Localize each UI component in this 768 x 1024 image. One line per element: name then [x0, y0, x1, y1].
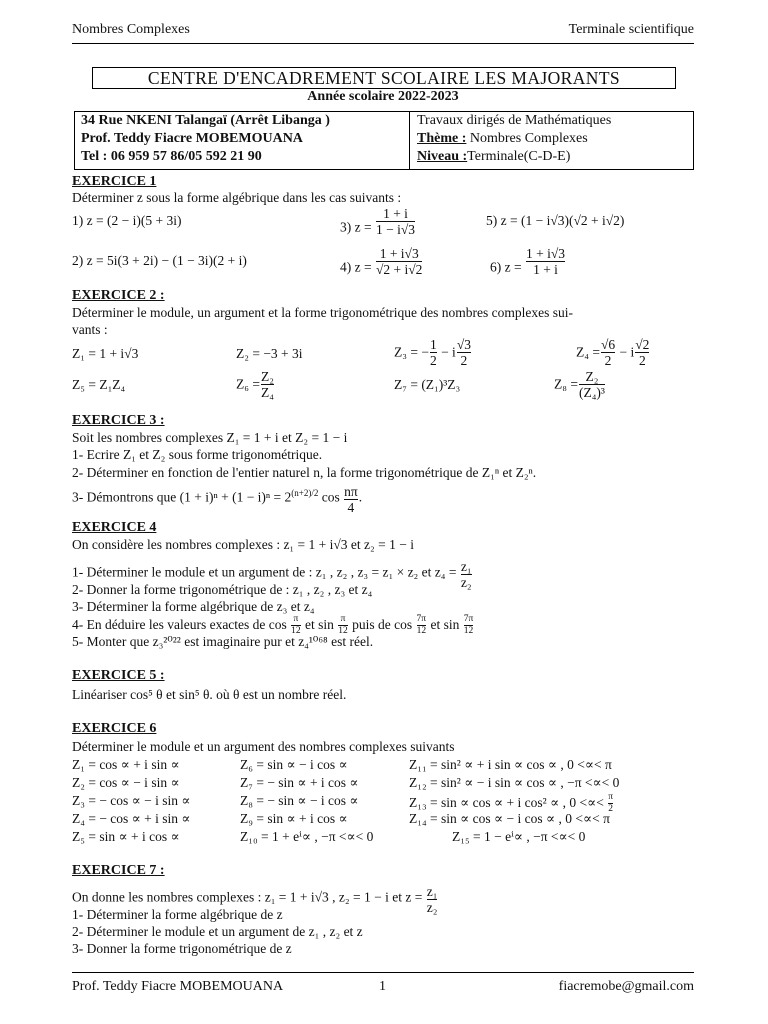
ex2-title: EXERCICE 2 : [72, 288, 165, 303]
ex2-z6: Z₆ = $\frac{\text{Z₂}}{\text{Z₄}}$ [236, 369, 274, 401]
ex1-item-4: 4) z = $\frac{1 + i√3}{√2 + i√2}$ [340, 246, 423, 278]
ex2-z8: Z₈ = $\frac{\text{Z₂}}{\text{(Z₄)³}}$ [554, 369, 605, 401]
ex6-z5: Z₅ = sin ∝ + i cos ∝ [72, 829, 180, 844]
ex2-line-2: vants : [72, 322, 108, 337]
header-rule [72, 43, 694, 44]
theme-value: Nombres Complexes [466, 131, 588, 146]
ex6-z1: Z₁ = cos ∝ + i sin ∝ [72, 757, 180, 772]
ex4-line-3: 2- Donner la forme trigonométrique de : z₁ , z₂ , z₃ et z₄ [72, 582, 373, 597]
ex6-z6: Z₆ = sin ∝ − i cos ∝ [240, 757, 348, 772]
running-header-left: Nombres Complexes [72, 22, 190, 37]
ex6-z15: Z₁₅ = 1 − eⁱ∝ , −π <∝< 0 [452, 829, 586, 844]
ex3-line-3: 2- Déterminer en fonction de l'entier naturel n, la forme trigonométrique de Z₁ⁿ et Z₂ⁿ. [72, 465, 537, 480]
footer-author: Prof. Teddy Fiacre MOBEMOUANA [72, 979, 284, 994]
ex5-line: Linéariser cos⁵ θ et sin⁵ θ. où θ est un nombre réel. [72, 687, 347, 702]
ex6-title: EXERCICE 6 [72, 721, 157, 736]
ex4-line-2: 1- Déterminer le module et un argument de : z₁ , z₂ , z₃ = z₁ × z₂ et z₄ = $\frac{\text{z₁}}{\text{z₂}}$ [72, 559, 472, 591]
footer-rule [72, 972, 694, 973]
ex1-item-6: 6) z = $\frac{1 + i√3}{1 + i}$ [490, 246, 566, 278]
ex7-line-3: 2- Déterminer le module et un argument de z₁ , z₂ et z [72, 924, 363, 939]
ex2-z7: Z₇ = (Z₁)³Z₃ [394, 377, 461, 392]
ex2-z3: Z₃ = − $\frac{1}{2}$ − i $\frac{√3}{2}$ [394, 337, 471, 369]
info-box-divider [409, 112, 410, 169]
ex4-line-4: 3- Déterminer la forme algébrique de z₃ et z₄ [72, 599, 315, 614]
ex2-z5: Z₅ = Z₁Z₄ [72, 377, 126, 392]
ex7-line-1: On donne les nombres complexes : z₁ = 1 + i√3 , z₂ = 1 − i et z = $\frac{\text{z₁}}{\text{z₂}}$ [72, 884, 438, 916]
ex6-z14: Z₁₄ = sin ∝ cos ∝ − i cos ∝ , 0 <∝< π [409, 811, 610, 826]
ex1-item-6-fraction: $\frac{1 + i√3}{1 + i}$ [525, 246, 566, 278]
ex4-line-6: 5- Monter que z₃²⁰²² est imaginaire pur et z₄¹⁰⁶⁸ est réel. [72, 634, 374, 649]
ex2-z2: Z₂ = −3 + 3i [236, 346, 303, 361]
ex7-line-4: 3- Donner la forme trigonométrique de z [72, 941, 292, 956]
ex4-line-5: 4- En déduire les valeurs exactes de cos $\frac{\pi}{12}$ et sin $\frac{\pi}{12}$ puis de cos $\frac{7\pi}{12}$ et sin $\frac{7\pi}{12}$ [72, 614, 474, 636]
theme-line [417, 131, 588, 147]
niveau-value: Terminale(C-D-E) [467, 149, 571, 164]
footer-email: fiacremobe@gmail.com [558, 979, 694, 994]
ex1-title: EXERCICE 1 [72, 174, 157, 189]
ex6-z11: Z₁₁ = sin² ∝ + i sin ∝ cos ∝ , 0 <∝< π [409, 757, 612, 772]
document-title: CENTRE D'ENCADREMENT SCOLAIRE LES MAJORANTS [92, 67, 676, 89]
ex6-z2: Z₂ = cos ∝ − i sin ∝ [72, 775, 180, 790]
ex6-z13: Z₁₃ = sin ∝ cos ∝ + i cos² ∝ , 0 <∝< $\frac{\pi}{2}$ [409, 792, 613, 814]
ex1-item-3: 3) z = $\frac{1 + i}{1 - i√3}$ [340, 206, 416, 238]
niveau-label: Niveau : [417, 149, 468, 164]
ex7-line-2: 1- Déterminer la forme algébrique de z [72, 907, 283, 922]
ex3-line-4: 3- Démontrons que $(1 + i)^n + (1 - i)^n = 2^{(n+2)/2}$ cos $\frac{n\pi}{4}$ . [72, 484, 363, 516]
running-header-right: Terminale scientifique [568, 22, 694, 37]
telephone: Tel : 06 959 57 86/05 592 21 90 [81, 149, 262, 164]
theme-label: Thème : [417, 131, 467, 146]
ex4-line-1: On considère les nombres complexes : z₁ = 1 + i√3 et z₂ = 1 − i [72, 537, 414, 552]
ex3-title: EXERCICE 3 : [72, 413, 165, 428]
ex6-intro: Déterminer le module et un argument des nombres complexes suivants [72, 739, 455, 754]
ex1-item-4-fraction: $\frac{1 + i√3}{√2 + i√2}$ [375, 246, 423, 278]
page-number: 1 [379, 979, 386, 994]
ex1-intro: Déterminer z sous la forme algébrique dans les cas suivants : [72, 190, 402, 205]
ex3-line-1: Soit les nombres complexes Z₁ = 1 + i et Z₂ = 1 − i [72, 430, 348, 445]
address: 34 Rue NKENI Talangaï (Arrêt Libanga ) [81, 113, 330, 128]
school-year: Année scolaire 2022-2023 [307, 89, 459, 104]
ex1-item-2: 2) z = 5i(3 + 2i) − (1 − 3i)(2 + i) [72, 253, 247, 268]
td-label: Travaux dirigés de Mathématiques [417, 113, 612, 128]
ex6-z3: Z₃ = − cos ∝ − i sin ∝ [72, 793, 191, 808]
ex7-title: EXERCICE 7 : [72, 863, 165, 878]
niveau-line [417, 149, 570, 165]
ex2-z4: Z₄ = $\frac{√6}{2}$ − i $\frac{√2}{2}$ [576, 337, 650, 369]
ex6-z7: Z₇ = − sin ∝ + i cos ∝ [240, 775, 359, 790]
ex3-line-2: 1- Ecrire Z₁ et Z₂ sous forme trigonométrique. [72, 447, 323, 462]
ex1-item-3-fraction: $\frac{1 + i}{1 - i√3}$ [375, 206, 416, 238]
ex6-z8: Z₈ = − sin ∝ − i cos ∝ [240, 793, 359, 808]
ex4-title: EXERCICE 4 [72, 520, 157, 535]
ex2-z1: Z₁ = 1 + i√3 [72, 346, 139, 361]
ex6-z4: Z₄ = − cos ∝ + i sin ∝ [72, 811, 191, 826]
info-box [74, 111, 694, 170]
ex1-item-5: 5) z = (1 − i√3)(√2 + i√2) [486, 213, 625, 228]
ex6-z9: Z₉ = sin ∝ + i cos ∝ [240, 811, 348, 826]
professor-name: Prof. Teddy Fiacre MOBEMOUANA [81, 131, 303, 146]
ex2-line-1: Déterminer le module, un argument et la forme trigonométrique des nombres complexes sui- [72, 305, 573, 320]
ex6-z12: Z₁₂ = sin² ∝ − i sin ∝ cos ∝ , −π <∝< 0 [409, 775, 620, 790]
ex5-title: EXERCICE 5 : [72, 668, 165, 683]
ex1-item-1: 1) z = (2 − i)(5 + 3i) [72, 213, 182, 228]
ex6-z10: Z₁₀ = 1 + eⁱ∝ , −π <∝< 0 [240, 829, 374, 844]
